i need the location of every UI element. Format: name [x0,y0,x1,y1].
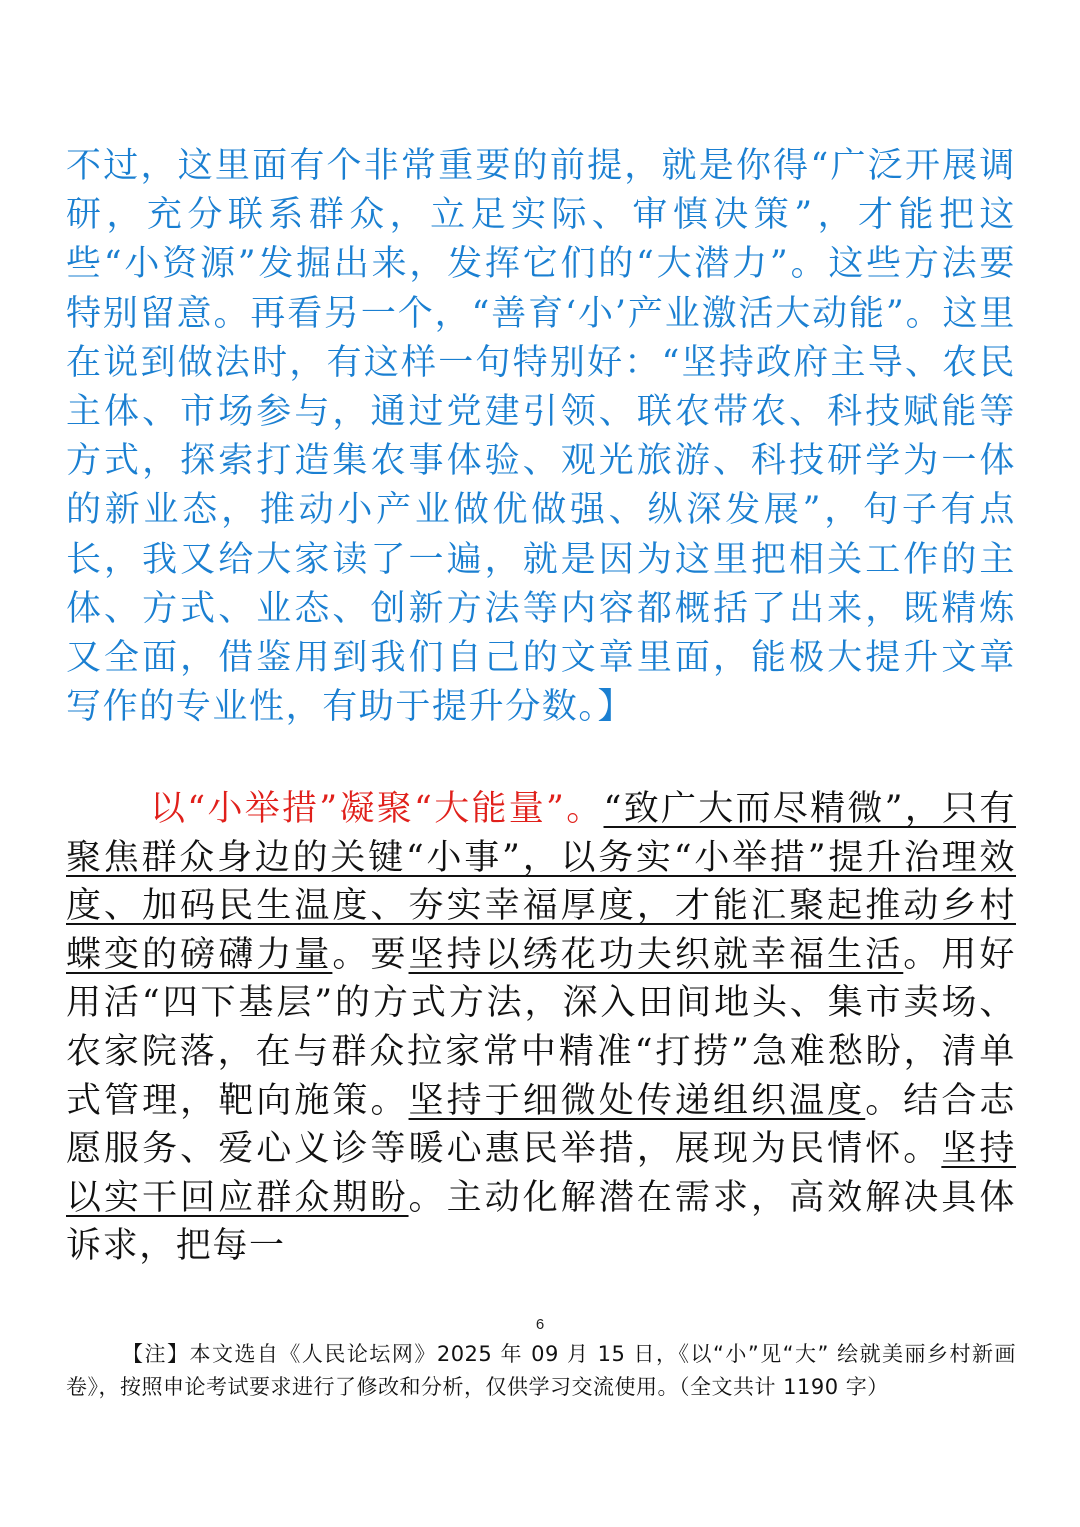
body-text-3: 。结合志愿服务、爱心义诊等暖心惠民举措，展现为民情怀。 [66,1080,1017,1170]
commentary-paragraph: 不过，这里面有个非常重要的前提，就是你得“广泛开展调研，充分联系群众，立足实际、审慎决策”，才能把这些“小资源”发掘出来，发挥它们的“大潜力”。这些方法要特别留意。再看另一个，“善育‘小’产业激活大动能”。这里在说到做法时，有这样一句特别好：“坚持政府主导、农民主体、市场参与，通过党建引领、联农带农、科技赋能等方式，探索打造集农事体验、观光旅游、科技研学为一体的新业态，推动小产业做优做强、纵深发展”，句子有点长，我又给大家读了一遍，就是因为这里把相关工作的主体、方式、业态、创新方法等内容都概括了出来，既精炼又全面，借鉴用到我们自己的文章里面，能极大提升文章写作的专业性，有助于提升分数。】 [66,146,1016,728]
body-text-4: 。主动化解潜在需求，高效解决具体诉求，把每一 [66,1177,1016,1267]
body-paragraph [66,785,1016,1271]
page-number: 6 [535,1316,545,1333]
section-heading: 以“小举措”凝聚“大能量”。 [150,789,604,829]
body-text-2: 。用好用活“四下基层”的方式方法，深入田间地头、集市卖场、农家院落，在与群众拉家常中精准“打捞”急难愁盼，清单式管理，靶向施策。 [66,934,1016,1121]
source-note: 【注】本文选自《人民论坛网》2025 年 09 月 15 日，《以“小”见“大” 绘就美丽乡村新画卷》，按照申论考试要求进行了修改和分析，仅供学习交流使用。（全文共计 1190 字） [66,1342,1017,1399]
underlined-sentence-3: 坚持于细微处传递组织温度 [408,1080,866,1121]
underlined-sentence-1: “致广大而尽精微”，只有聚焦群众身边的关键“小事”，以务实“小举措”提升治理效度、加码民生温度、夯实幸福厚度，才能汇聚起推动乡村蝶变的磅礴力量 [66,789,1016,975]
underlined-sentence-2: 坚持以绣花功夫织就幸福生活 [408,934,904,975]
body-text-1: 。要 [332,934,409,975]
underlined-sentence-4: 坚持以实干回应群众期盼 [66,1129,1017,1218]
